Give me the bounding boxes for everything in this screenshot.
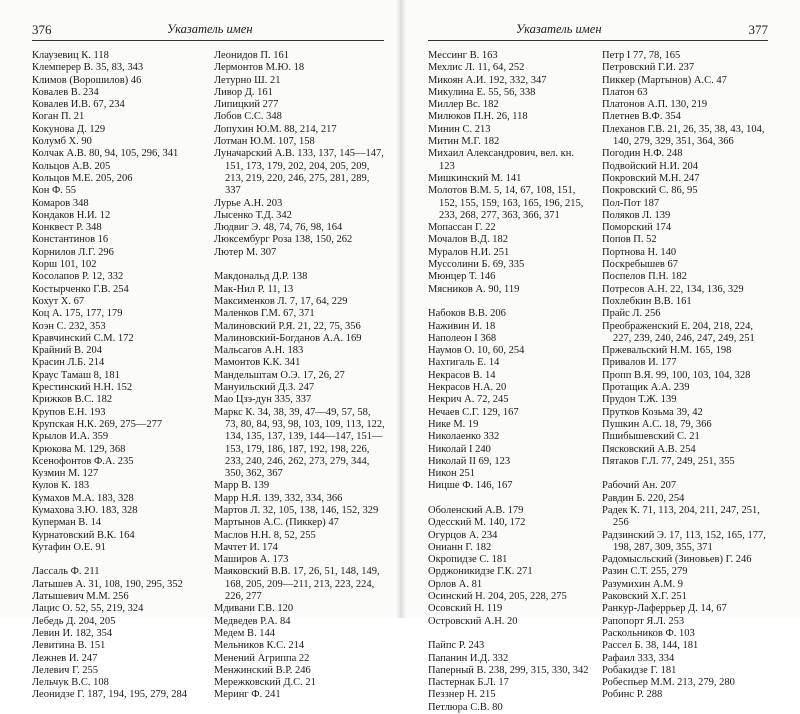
left-running-title: Указатель имен xyxy=(167,22,253,36)
index-entry: Менений Агриппа 22 xyxy=(214,652,310,664)
right-column-1 xyxy=(428,50,591,714)
index-entry: Мочалов В.Д. 182 xyxy=(428,234,508,246)
index-entry: Маширов А. 173 xyxy=(214,554,289,566)
index-entry: Поляков Л. 139 xyxy=(602,209,671,221)
book-gutter-shadow xyxy=(396,0,406,618)
index-entry: Попов П. 52 xyxy=(602,234,657,246)
index-entry: Мережковский Д.С. 21 xyxy=(214,677,316,689)
index-entry: Радек К. 71, 113, 204, 211, 247, 251, 256 xyxy=(602,504,760,529)
index-entry: Протащик А.А. 239 xyxy=(602,382,690,394)
index-entry: Огурцов А. 234 xyxy=(428,529,498,541)
index-entry: Николай I 240 xyxy=(428,443,491,455)
left-page-number: 376 xyxy=(32,22,52,37)
index-entry: Мак-Нил Р. 11, 13 xyxy=(214,283,294,295)
index-entry: Меринг Ф. 241 xyxy=(214,689,281,701)
index-entry: Потресов А.Н. 22, 134, 136, 329 xyxy=(602,283,744,295)
index-entry: Летурно Ш. 21 xyxy=(214,74,281,86)
index-entry: Раскольников Ф. 103 xyxy=(602,627,695,639)
index-entry: Крайний В. 204 xyxy=(32,345,103,357)
right-page-number: 377 xyxy=(748,22,768,37)
index-entry: Клаузевиц К. 118 xyxy=(32,50,109,61)
index-entry: Плетнев В.Ф. 354 xyxy=(602,111,681,123)
index-entry: Рапопорт Я.Л. 253 xyxy=(602,615,685,627)
index-entry: Мишкинский М. 141 xyxy=(428,172,522,184)
index-entry: Мдивани Г.В. 120 xyxy=(214,603,294,615)
index-entry: Марр Н.Я. 139, 332, 334, 366 xyxy=(214,492,343,504)
index-entry: Крупов Е.Н. 193 xyxy=(32,406,106,418)
index-entry: Некрасов В. 14 xyxy=(428,369,496,381)
index-entry: Пропп В.Я. 99, 100, 103, 104, 328 xyxy=(602,369,751,381)
index-entry: Онианн Г. 182 xyxy=(428,541,492,553)
index-entry: Наживин И. 18 xyxy=(428,320,496,332)
index-entry: Леонидзе Г. 187, 194, 195, 279, 284 xyxy=(32,689,187,701)
index-entry: Малиновский-Богданов А.А. 169 xyxy=(214,332,362,344)
index-entry: Митин М.Г. 182 xyxy=(428,136,500,148)
index-entry: Лурье А.Н. 203 xyxy=(214,197,283,209)
index-entry: Некрич А. 72, 245 xyxy=(428,394,509,406)
index-entry: Микоян А.И. 192, 332, 347 xyxy=(428,74,547,86)
index-entry: Мальсагов А.Н. 183 xyxy=(214,345,304,357)
index-entry: Пол-Пот 187 xyxy=(602,197,660,209)
index-entry: Прудон Т.Ж. 139 xyxy=(602,394,677,406)
index-entry: Колчак А.В. 80, 94, 105, 296, 341 xyxy=(32,148,179,160)
index-entry: Крупская Н.К. 269, 275—277 xyxy=(32,418,163,430)
index-entry: Кулов К. 183 xyxy=(32,480,90,492)
index-entry: Наполеон I 368 xyxy=(428,332,497,344)
index-entry: Кольцов М.Е. 205, 206 xyxy=(32,172,133,184)
index-entry: Латышевич М.М. 256 xyxy=(32,591,129,603)
index-letter-gap xyxy=(428,296,591,308)
index-entry: Лельчук В.С. 108 xyxy=(32,677,109,689)
index-entry: Кольцов А.В. 205 xyxy=(32,160,111,172)
index-entry: Лацис О. 52, 55, 219, 324 xyxy=(32,603,144,615)
index-entry: Корнилов Л.Г. 296 xyxy=(32,246,114,258)
left-header-rule xyxy=(32,40,384,41)
index-entry: Маленков Г.М. 67, 371 xyxy=(214,308,315,320)
index-entry: Поскребышев 67 xyxy=(602,259,678,271)
index-entry: Мандельштам О.Э. 17, 26, 27 xyxy=(214,369,345,381)
index-entry: Красин Л.Б. 214 xyxy=(32,357,105,369)
index-entry: Ливор Д. 161 xyxy=(214,86,273,98)
index-entry: Разин С.Т. 255, 279 xyxy=(602,566,688,578)
index-entry: Коэн С. 232, 353 xyxy=(32,320,106,332)
index-entry: Николаенко 332 xyxy=(428,431,500,443)
right-column-2 xyxy=(602,50,770,702)
index-entry: Крылов И.А. 359 xyxy=(32,431,109,443)
index-letter-gap xyxy=(32,554,204,566)
index-entry: Пясковский А.В. 254 xyxy=(602,443,696,455)
index-entry: Колумб X. 90 xyxy=(32,136,92,148)
index-entry: Муралов Н.И. 251 xyxy=(428,246,510,258)
index-entry: Кондаков Н.И. 12 xyxy=(32,209,111,221)
index-entry: Нечаев С.Г. 129, 167 xyxy=(428,406,519,418)
index-entry: Пайпс Р. 243 xyxy=(428,640,485,652)
index-entry: Погодин Н.Ф. 248 xyxy=(602,148,683,160)
index-entry: Николай II 69, 123 xyxy=(428,455,511,467)
index-entry: Лежнев И. 247 xyxy=(32,652,98,664)
index-entry: Разумихин А.М. 9 xyxy=(602,578,683,590)
index-entry: Пастернак Б.Л. 17 xyxy=(428,677,509,689)
index-entry: Робакидзе Г. 181 xyxy=(602,664,677,676)
index-entry: Лысенко Т.Д. 342 xyxy=(214,209,292,221)
right-running-title: Указатель имен xyxy=(516,22,602,36)
index-entry: Медем В. 144 xyxy=(214,627,275,639)
index-entry: Куперман В. 14 xyxy=(32,517,102,529)
index-entry: Корш 101, 102 xyxy=(32,259,97,271)
index-entry: Плеханов Г.В. 21, 26, 35, 38, 43, 104, 140, 279, 329, 351, 364, 366 xyxy=(602,123,765,148)
index-entry: Осовский Н. 119 xyxy=(428,603,503,615)
index-entry: Мануильский Д.З. 247 xyxy=(214,382,315,394)
index-entry: Миллер Вс. 182 xyxy=(428,99,499,111)
index-entry: Кутафин О.Е. 91 xyxy=(32,541,106,553)
index-entry: Орджоникидзе Г.К. 271 xyxy=(428,566,533,578)
index-entry: Платон 63 xyxy=(602,86,648,98)
index-entry: Островский А.Н. 20 xyxy=(428,615,518,627)
index-entry: Мартынов А.С. (Пиккер) 47 xyxy=(214,517,339,529)
index-entry: Клемперер В. 35, 83, 343 xyxy=(32,62,144,74)
left-column-2 xyxy=(214,50,386,702)
index-entry: Минин С. 213 xyxy=(428,123,491,135)
index-entry: Пшибышевский С. 21 xyxy=(602,431,700,443)
index-entry: Кузмин М. 127 xyxy=(32,468,99,480)
index-entry: Конквест Р. 348 xyxy=(32,222,102,234)
right-page-header xyxy=(428,22,768,40)
index-entry: Пятаков Г.Л. 77, 249, 251, 355 xyxy=(602,455,735,467)
index-entry: Мамонтов К.К. 341 xyxy=(214,357,301,369)
left-column-1 xyxy=(32,50,204,702)
index-entry: Латышев А. 31, 108, 190, 295, 352 xyxy=(32,578,183,590)
index-entry: Прайс Л. 256 xyxy=(602,308,661,320)
index-entry: Рафаил 333, 334 xyxy=(602,652,675,664)
index-entry: Петровский Г.И. 237 xyxy=(602,62,695,74)
index-entry: Поспелов П.Н. 182 xyxy=(602,271,687,283)
index-entry: Луначарский А.В. 133, 137, 145—147, 151, 173, 179, 202, 204, 205, 209, 213, 219, 220, 246, 275, 281, 289, 337 xyxy=(214,148,384,197)
index-entry: Михаил Александрович, вел. кн. 123 xyxy=(428,148,574,172)
index-entry: Пиккер (Мартынов) А.С. 47 xyxy=(602,74,727,86)
index-entry: Прутков Козьма 39, 42 xyxy=(602,406,703,418)
index-entry: Муссолини Б. 69, 335 xyxy=(428,259,525,271)
index-entry: Наумов О. 10, 60, 254 xyxy=(428,345,525,357)
index-entry: Рабочий Ан. 207 xyxy=(602,480,677,492)
index-entry: Макдональд Д.Р. 138 xyxy=(214,271,308,283)
index-entry: Кохут X. 67 xyxy=(32,295,85,307)
index-entry: Ковалев В. 234 xyxy=(32,86,99,98)
index-entry: Мессинг В. 163 xyxy=(428,50,498,61)
index-entry: Крижков В.С. 182 xyxy=(32,394,113,406)
index-entry: Левин И. 182, 354 xyxy=(32,627,113,639)
index-entry: Константинов 16 xyxy=(32,234,109,246)
index-entry: Микулина Е. 55, 56, 338 xyxy=(428,86,536,98)
index-entry: Коц А. 175, 177, 179 xyxy=(32,308,123,320)
index-letter-gap xyxy=(602,468,770,480)
index-entry: Люксембург Роза 138, 150, 262 xyxy=(214,234,353,246)
index-entry: Лассаль Ф. 211 xyxy=(32,566,100,578)
index-entry: Липицкий 277 xyxy=(214,99,279,111)
index-entry: Петр I 77, 78, 165 xyxy=(602,50,681,61)
index-entry: Некрасов Н.А. 20 xyxy=(428,382,507,394)
index-entry: Марр В. 139 xyxy=(214,480,270,492)
index-entry: Мельников К.С. 214 xyxy=(214,640,305,652)
index-entry: Мао Цзэ-дун 335, 337 xyxy=(214,394,312,406)
index-entry: Орлов А. 81 xyxy=(428,578,483,590)
index-letter-gap xyxy=(428,493,591,505)
index-entry: Кумахов М.А. 183, 328 xyxy=(32,492,134,504)
index-entry: Портнова Н. 140 xyxy=(602,246,677,258)
index-entry: Кон Ф. 55 xyxy=(32,185,77,197)
index-entry: Крестинский Н.Н. 152 xyxy=(32,382,133,394)
index-entry: Робинс Р. 288 xyxy=(602,689,663,701)
index-entry: Подвойский Н.И. 204 xyxy=(602,160,699,172)
index-entry: Мясников А. 90, 119 xyxy=(428,283,520,295)
index-entry: Людвиг Э. 48, 74, 76, 98, 164 xyxy=(214,222,343,234)
index-letter-gap xyxy=(428,628,591,640)
right-header-rule xyxy=(428,40,768,41)
index-entry: Окропидзе С. 181 xyxy=(428,554,508,566)
index-entry: Ранкур-Лаферрьер Д. 14, 67 xyxy=(602,603,727,615)
index-entry: Паперный В. 238, 299, 315, 330, 342 xyxy=(428,664,589,676)
index-entry: Раковский Х.Г. 251 xyxy=(602,591,687,603)
index-entry: Менжинский В.Р. 246 xyxy=(214,664,311,676)
index-entry: Ковалев И.В. 67, 234 xyxy=(32,99,125,111)
index-entry: Пушкин А.С. 18, 79, 366 xyxy=(602,418,712,430)
index-entry: Максименков Л. 7, 17, 64, 229 xyxy=(214,295,348,307)
index-entry: Рассел Б. 38, 144, 181 xyxy=(602,640,699,652)
index-entry: Милюков П.Н. 26, 118 xyxy=(428,111,528,123)
index-entry: Ксенофонтов Ф.А. 235 xyxy=(32,455,134,467)
index-entry: Лобов С.С. 348 xyxy=(214,111,282,123)
index-entry: Коган П. 21 xyxy=(32,111,85,123)
index-letter-gap xyxy=(214,259,386,271)
index-entry: Петлюра С.В. 80 xyxy=(428,701,503,713)
index-entry: Кравчинский С.М. 172 xyxy=(32,332,134,344)
index-entry: Кумахова З.Ю. 183, 328 xyxy=(32,504,138,516)
index-entry: Лебедь Д. 204, 205 xyxy=(32,615,116,627)
index-entry: Пржевальский Н.М. 165, 198 xyxy=(602,345,732,357)
index-entry: Папанин И.Д. 332 xyxy=(428,652,509,664)
index-entry: Лелевич Г. 255 xyxy=(32,664,98,676)
index-entry: Лопухин Ю.М. 88, 214, 217 xyxy=(214,123,337,135)
index-entry: Малиновский Р.Я. 21, 22, 75, 356 xyxy=(214,320,361,332)
index-entry: Мехлис Л. 11, 64, 252 xyxy=(428,62,525,74)
index-entry: Лютер М. 307 xyxy=(214,246,277,258)
index-entry: Мопассан Г. 22 xyxy=(428,222,496,234)
index-entry: Косолапов Р. 12, 332 xyxy=(32,271,124,283)
index-entry: Привалов И. 177 xyxy=(602,357,677,369)
index-entry: Ницше Ф. 146, 167 xyxy=(428,480,513,492)
index-entry: Маяковский В.В. 17, 26, 51, 148, 149, 168, 205, 209—211, 213, 223, 224, 226, 277 xyxy=(214,566,380,603)
index-entry: Крюкова М. 129, 368 xyxy=(32,443,126,455)
index-entry: Медведев Р.А. 84 xyxy=(214,615,291,627)
index-entry: Курнатовский В.К. 164 xyxy=(32,529,135,541)
index-entry: Оболенский А.В. 179 xyxy=(428,504,524,516)
index-entry: Осинский Н. 204, 205, 228, 275 xyxy=(428,591,567,603)
index-entry: Краус Тамаш 8, 181 xyxy=(32,369,120,381)
index-entry: Нике М. 19 xyxy=(428,418,479,430)
index-entry: Покровский С. 86, 95 xyxy=(602,185,698,197)
index-entry: Комаров 348 xyxy=(32,197,89,209)
index-entry: Одесский М. 140, 172 xyxy=(428,517,526,529)
index-entry: Лотман Ю.М. 107, 158 xyxy=(214,136,315,148)
index-entry: Набоков В.В. 206 xyxy=(428,308,506,320)
index-entry: Мюнцер Т. 146 xyxy=(428,271,496,283)
index-entry: Кокунова Д. 129 xyxy=(32,123,106,135)
index-entry: Молотов В.М. 5, 14, 67, 108, 151, 152, 155, 159, 163, 165, 196, 215, 233, 268, 277, 363, 366, 371 xyxy=(428,185,584,221)
index-entry: Равдин Б. 220, 254 xyxy=(602,492,685,504)
index-entry: Преображенский Е. 204, 218, 224, 227, 239, 240, 246, 247, 249, 251 xyxy=(602,320,755,344)
index-entry: Платонов А.П. 130, 219 xyxy=(602,99,708,111)
left-page-header xyxy=(32,22,384,40)
index-entry: Пеззнер Н. 215 xyxy=(428,689,496,701)
index-entry: Поморский 174 xyxy=(602,222,672,234)
index-entry: Лермонтов М.Ю. 18 xyxy=(214,62,305,74)
index-entry: Похлебкин В.В. 161 xyxy=(602,295,692,307)
index-entry: Климов (Ворошилов) 46 xyxy=(32,74,142,86)
index-entry: Маркс К. 34, 38, 39, 47—49, 57, 58, 73, 80, 84, 93, 98, 103, 109, 113, 122, 134, 135, 137, 139, 144—147, 151—153, 179, 186, 187, 192, 198, 226, 233, 240, 246, 262, 273, 279, 344, 350, 362, 367 xyxy=(214,406,385,480)
index-entry: Радзинский Э. 17, 113, 152, 165, 177, 198, 287, 309, 355, 371 xyxy=(602,529,766,553)
index-entry: Покровский М.Н. 247 xyxy=(602,172,700,184)
index-entry: Костырченко Г.В. 254 xyxy=(32,283,129,295)
index-entry: Робеспьер М.М. 213, 279, 280 xyxy=(602,677,735,689)
index-entry: Мачтет И. 174 xyxy=(214,541,278,553)
index-entry: Леонидов П. 161 xyxy=(214,50,289,61)
index-entry: Нахтигаль Е. 14 xyxy=(428,357,500,369)
index-entry: Маслов Н.Н. 8, 52, 255 xyxy=(214,529,316,541)
index-entry: Левитина В. 151 xyxy=(32,640,106,652)
index-entry: Никон 251 xyxy=(428,468,476,480)
index-entry: Радомысльский (Зиновьев) Г. 246 xyxy=(602,554,752,566)
index-entry: Мартов Л. 32, 105, 138, 146, 152, 329 xyxy=(214,504,379,516)
